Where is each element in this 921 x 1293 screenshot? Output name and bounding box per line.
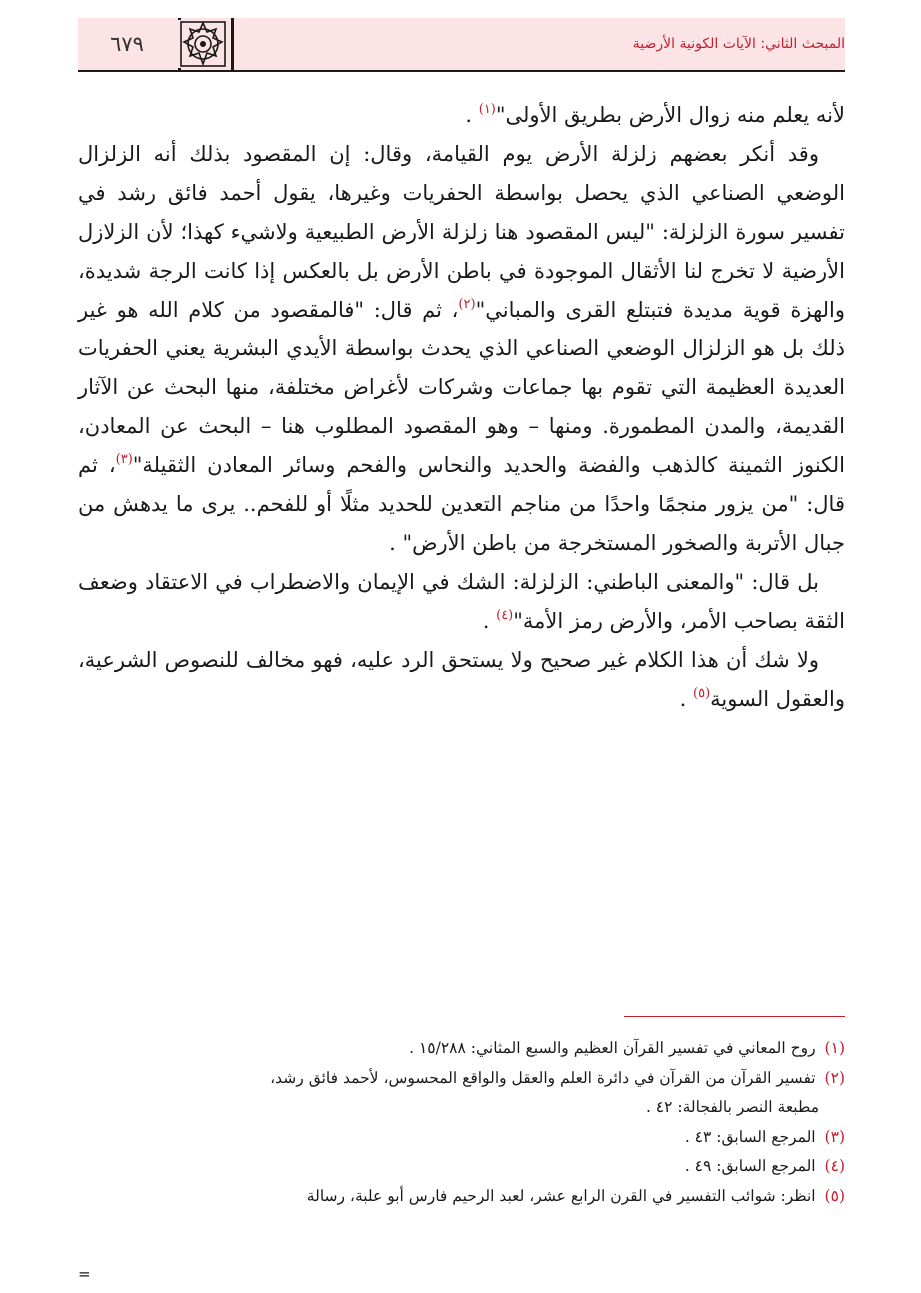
ornament-icon [178, 20, 228, 68]
header-rule [78, 70, 845, 72]
footnote-text: روح المعاني في تفسير القرآن العظيم والسبع المثاني: ١٥/٢٨٨ . [409, 1039, 816, 1057]
footnote-number: (٣) [824, 1127, 845, 1146]
footnote-text: المرجع السابق: ٤٣ . [684, 1127, 816, 1146]
paragraph [78, 96, 845, 135]
footnote-continuation: مطبعة النصر بالفجالة: ٤٢ . [645, 1098, 819, 1116]
paragraph [78, 135, 845, 563]
footnote [78, 1034, 845, 1064]
text-run: ولا شك أن هذا الكلام غير صحيح ولا يستحق الرد عليه، فهو مخالف للنصوص الشرعية، والعقول السوية [78, 647, 845, 711]
text-run: وقد أنكر بعضهم زلزلة الأرض يوم القيامة، وقال: إن المقصود بذلك أنه الزلزال الوضعي الصناعي الذي يحصل بواسطة الحفريات وغيرها، يقول أحمد فائق رشد في تفسير سورة الزلزلة: "ليس المقصود هنا زلزلة الأرض الطبيعية ولاشيء كهذا؛ لأن الزلازل الأرضية لا تخرج لنا الأثقال الموجودة في باطن الأرض بل بالعكس إذا كانت الرجة شديدة، والهزة قوية مديدة فتبتلع القرى والمباني" [78, 141, 845, 322]
header-divider [231, 18, 234, 70]
footnote-text: انظر: شوائب التفسير في القرن الرابع عشر، لعبد الرحيم فارس أبو علبة، رسالة [306, 1186, 816, 1205]
footnote [78, 1064, 845, 1094]
text-run: . [465, 103, 479, 127]
footnote-text: المرجع السابق: ٤٩ . [684, 1157, 816, 1175]
footnote-separator [624, 1016, 845, 1017]
continuation-mark: = [78, 1265, 91, 1283]
text-run: . [482, 608, 497, 633]
footnote-number: (٤) [824, 1157, 845, 1175]
text-run: ، ثم قال: "فالمقصود من كلام الله هو غير ذلك بل هو الزلزال الوضعي الصناعي الذي يحدث بواسطة الأيدي البشرية يعني الحفريات العديدة العظيمة التي تقوم بها جماعات وشركات لأغراض مختلفة، منها البحث عن الآثار القديمة، والمدن المطمورة. ومنها – وهو المقصود المطلوب هنا – البحث عن المعادن، الكنوز الثمينة كالذهب والفضة والحديد والنحاس والفحم وسائر المعادن الثقيلة" [78, 297, 845, 478]
footnote-ref[interactable]: (٤) [496, 607, 514, 623]
paragraph [78, 641, 845, 719]
text-run: . [679, 686, 694, 711]
main-text [78, 96, 845, 719]
page-header [78, 18, 845, 70]
footnote [78, 1152, 845, 1182]
footnote-text: تفسير القرآن من القرآن في دائرة العلم والعقل والواقع المحسوس، لأحمد فائق رشد، [270, 1068, 816, 1087]
footnote-ref[interactable]: (٢) [458, 296, 476, 312]
footnote-number: (٢) [824, 1068, 845, 1087]
footnote-ref[interactable]: (٥) [693, 685, 711, 701]
footnotes [78, 1034, 845, 1211]
paragraph [78, 563, 845, 641]
footnote [78, 1123, 845, 1153]
text-run: بل قال: "والمعنى الباطني: الزلزلة: الشك في الإيمان والاضطراب في الاعتقاد وضعف الثقة بصاحب الأمر، والأرض رمز الأمة" [78, 569, 845, 633]
running-chapter-title: المبحث الثاني: الآيات الكونية الأرضية [632, 36, 845, 52]
footnote [78, 1182, 845, 1212]
footnote-ref[interactable]: (٣) [115, 452, 133, 468]
text-run: لأنه يعلم منه زوال الأرض بطريق الأولى" [495, 103, 845, 127]
footnote-ref[interactable]: (١) [478, 102, 496, 117]
text-run: ، ثم قال: "من يزور منجمًا واحدًا من مناجم التعدين للحديد مثلًا أو للفحم.. يرى ما يدهش من جبال الأتربة والصخور المستخرجة من باطن الأرض" . [78, 453, 845, 555]
page-number: ٦٧٩ [110, 32, 144, 56]
footnote-number: (١) [824, 1039, 845, 1057]
footnote-number: (٥) [824, 1186, 845, 1205]
